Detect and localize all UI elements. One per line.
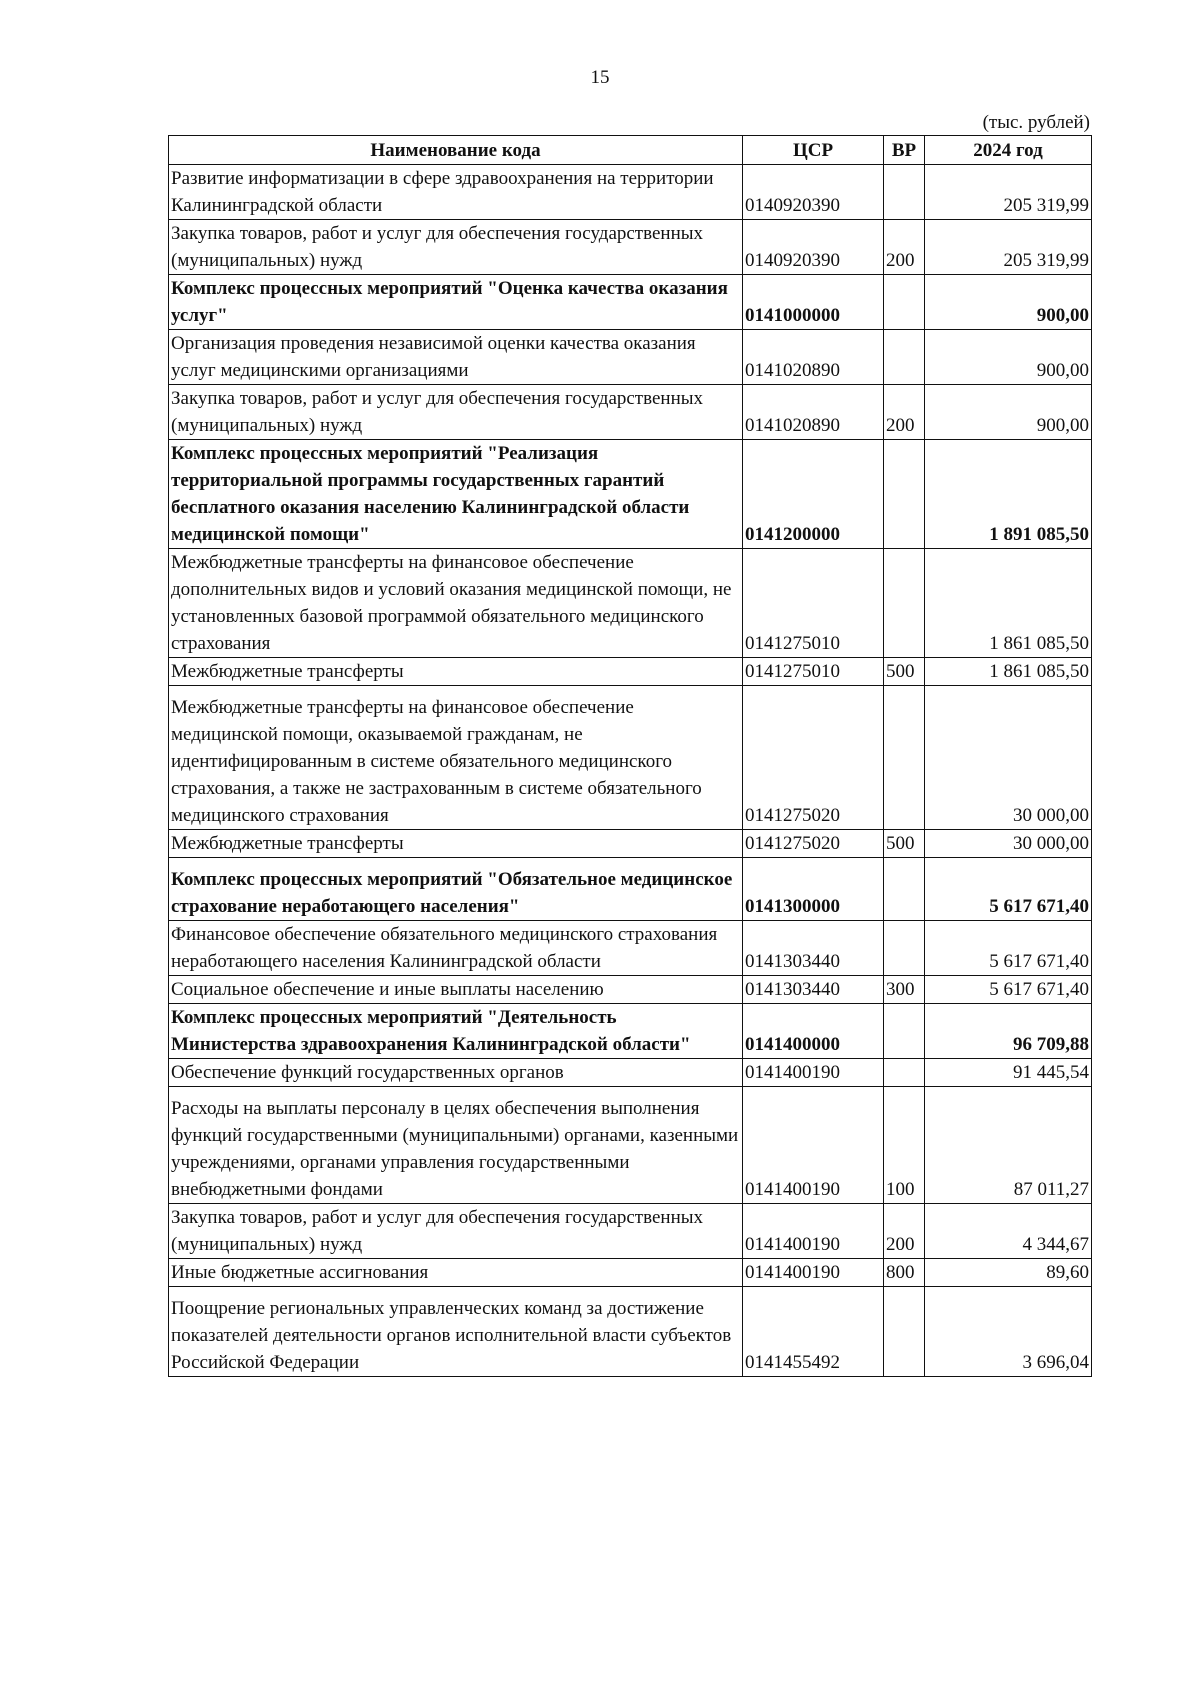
row-csr-cell: 0141303440 xyxy=(743,976,884,1004)
row-csr-cell: 0141000000 xyxy=(743,275,884,330)
row-vr-cell xyxy=(884,686,925,830)
row-amount-cell: 96 709,88 xyxy=(925,1004,1092,1059)
row-vr-cell xyxy=(884,1287,925,1377)
row-amount-cell: 30 000,00 xyxy=(925,830,1092,858)
row-name-cell: Финансовое обеспечение обязательного медицинского страхования неработающего населения Калининградской области xyxy=(169,921,743,976)
row-name-cell: Межбюджетные трансферты на финансовое обеспечение медицинской помощи, оказываемой гражданам, не идентифицированным в системе обязательного медицинского страхования, а также не застрахованным в системе обязательного медицинского страхования xyxy=(169,686,743,830)
row-amount-cell: 1 891 085,50 xyxy=(925,440,1092,549)
row-vr-cell: 200 xyxy=(884,385,925,440)
row-amount-cell: 5 617 671,40 xyxy=(925,921,1092,976)
row-csr-cell: 0141400190 xyxy=(743,1059,884,1087)
table-row xyxy=(169,1059,1092,1087)
row-name-cell: Закупка товаров, работ и услуг для обеспечения государственных (муниципальных) нужд xyxy=(169,385,743,440)
table-row xyxy=(169,1259,1092,1287)
row-name-cell: Иные бюджетные ассигнования xyxy=(169,1259,743,1287)
header-name: Наименование кода xyxy=(169,136,743,165)
row-amount-cell: 4 344,67 xyxy=(925,1204,1092,1259)
row-name-cell: Социальное обеспечение и иные выплаты населению xyxy=(169,976,743,1004)
row-amount-cell: 91 445,54 xyxy=(925,1059,1092,1087)
row-vr-cell xyxy=(884,440,925,549)
row-amount-cell: 5 617 671,40 xyxy=(925,858,1092,921)
table-row xyxy=(169,549,1092,658)
row-csr-cell: 0141400190 xyxy=(743,1204,884,1259)
table-row xyxy=(169,1204,1092,1259)
row-csr-cell: 0141275010 xyxy=(743,549,884,658)
row-vr-cell xyxy=(884,1059,925,1087)
row-vr-cell: 500 xyxy=(884,658,925,686)
page-number: 15 xyxy=(590,67,610,88)
table-row xyxy=(169,830,1092,858)
row-amount-cell: 205 319,99 xyxy=(925,165,1092,220)
row-name-cell: Развитие информатизации в сфере здравоохранения на территории Калининградской области xyxy=(169,165,743,220)
header-year: 2024 год xyxy=(925,136,1092,165)
row-amount-cell: 30 000,00 xyxy=(925,686,1092,830)
row-name-cell: Комплекс процессных мероприятий "Реализация территориальной программы государственных гарантий бесплатного оказания населению Калининградской области медицинской помощи" xyxy=(169,440,743,549)
units-label: (тыс. рублей) xyxy=(982,112,1090,133)
table-row xyxy=(169,1287,1092,1377)
row-name-cell: Закупка товаров, работ и услуг для обеспечения государственных (муниципальных) нужд xyxy=(169,1204,743,1259)
row-vr-cell xyxy=(884,1004,925,1059)
row-csr-cell: 0141200000 xyxy=(743,440,884,549)
row-vr-cell: 100 xyxy=(884,1087,925,1204)
row-amount-cell: 1 861 085,50 xyxy=(925,658,1092,686)
table-row xyxy=(169,921,1092,976)
table-row xyxy=(169,330,1092,385)
row-name-cell: Обеспечение функций государственных органов xyxy=(169,1059,743,1087)
header-vr: ВР xyxy=(884,136,925,165)
row-name-cell: Комплекс процессных мероприятий "Оценка качества оказания услуг" xyxy=(169,275,743,330)
row-name-cell: Поощрение региональных управленческих команд за достижение показателей деятельности органов исполнительной власти субъектов Российской Федерации xyxy=(169,1287,743,1377)
row-name-cell: Закупка товаров, работ и услуг для обеспечения государственных (муниципальных) нужд xyxy=(169,220,743,275)
table-row xyxy=(169,1004,1092,1059)
table-row xyxy=(169,976,1092,1004)
table-row xyxy=(169,165,1092,220)
row-amount-cell: 900,00 xyxy=(925,275,1092,330)
row-vr-cell xyxy=(884,330,925,385)
row-csr-cell: 0141300000 xyxy=(743,858,884,921)
row-name-cell: Организация проведения независимой оценки качества оказания услуг медицинскими организациями xyxy=(169,330,743,385)
table-row xyxy=(169,275,1092,330)
table-row xyxy=(169,686,1092,830)
table-row xyxy=(169,440,1092,549)
row-vr-cell xyxy=(884,921,925,976)
row-vr-cell: 800 xyxy=(884,1259,925,1287)
row-csr-cell: 0141400190 xyxy=(743,1087,884,1204)
row-csr-cell: 0141400190 xyxy=(743,1259,884,1287)
row-csr-cell: 0141020890 xyxy=(743,385,884,440)
row-amount-cell: 900,00 xyxy=(925,385,1092,440)
row-vr-cell: 200 xyxy=(884,1204,925,1259)
row-csr-cell: 0141455492 xyxy=(743,1287,884,1377)
row-csr-cell: 0141275010 xyxy=(743,658,884,686)
table-row xyxy=(169,1087,1092,1204)
row-amount-cell: 1 861 085,50 xyxy=(925,549,1092,658)
row-amount-cell: 89,60 xyxy=(925,1259,1092,1287)
row-vr-cell xyxy=(884,165,925,220)
row-csr-cell: 0141275020 xyxy=(743,830,884,858)
header-csr: ЦСР xyxy=(743,136,884,165)
table-row xyxy=(169,220,1092,275)
row-vr-cell: 200 xyxy=(884,220,925,275)
row-csr-cell: 0140920390 xyxy=(743,165,884,220)
table-row xyxy=(169,658,1092,686)
row-csr-cell: 0141400000 xyxy=(743,1004,884,1059)
budget-table xyxy=(168,135,1092,1377)
row-name-cell: Комплекс процессных мероприятий "Деятельность Министерства здравоохранения Калининградской области" xyxy=(169,1004,743,1059)
table-header-row xyxy=(169,136,1092,165)
row-vr-cell xyxy=(884,549,925,658)
row-csr-cell: 0140920390 xyxy=(743,220,884,275)
row-vr-cell: 500 xyxy=(884,830,925,858)
row-name-cell: Расходы на выплаты персоналу в целях обеспечения выполнения функций государственными (муниципальными) органами, казенными учреждениями, органами управления государственными внебюджетными фондами xyxy=(169,1087,743,1204)
table-row xyxy=(169,858,1092,921)
row-vr-cell: 300 xyxy=(884,976,925,1004)
row-csr-cell: 0141303440 xyxy=(743,921,884,976)
table-row xyxy=(169,385,1092,440)
row-amount-cell: 87 011,27 xyxy=(925,1087,1092,1204)
row-amount-cell: 5 617 671,40 xyxy=(925,976,1092,1004)
row-name-cell: Межбюджетные трансферты на финансовое обеспечение дополнительных видов и условий оказания медицинской помощи, не установленных базовой программой обязательного медицинского страхования xyxy=(169,549,743,658)
table-body xyxy=(169,165,1092,1377)
row-amount-cell: 900,00 xyxy=(925,330,1092,385)
row-vr-cell xyxy=(884,858,925,921)
row-vr-cell xyxy=(884,275,925,330)
row-name-cell: Комплекс процессных мероприятий "Обязательное медицинское страхование неработающего населения" xyxy=(169,858,743,921)
row-name-cell: Межбюджетные трансферты xyxy=(169,658,743,686)
row-name-cell: Межбюджетные трансферты xyxy=(169,830,743,858)
row-csr-cell: 0141275020 xyxy=(743,686,884,830)
row-amount-cell: 205 319,99 xyxy=(925,220,1092,275)
row-csr-cell: 0141020890 xyxy=(743,330,884,385)
row-amount-cell: 3 696,04 xyxy=(925,1287,1092,1377)
